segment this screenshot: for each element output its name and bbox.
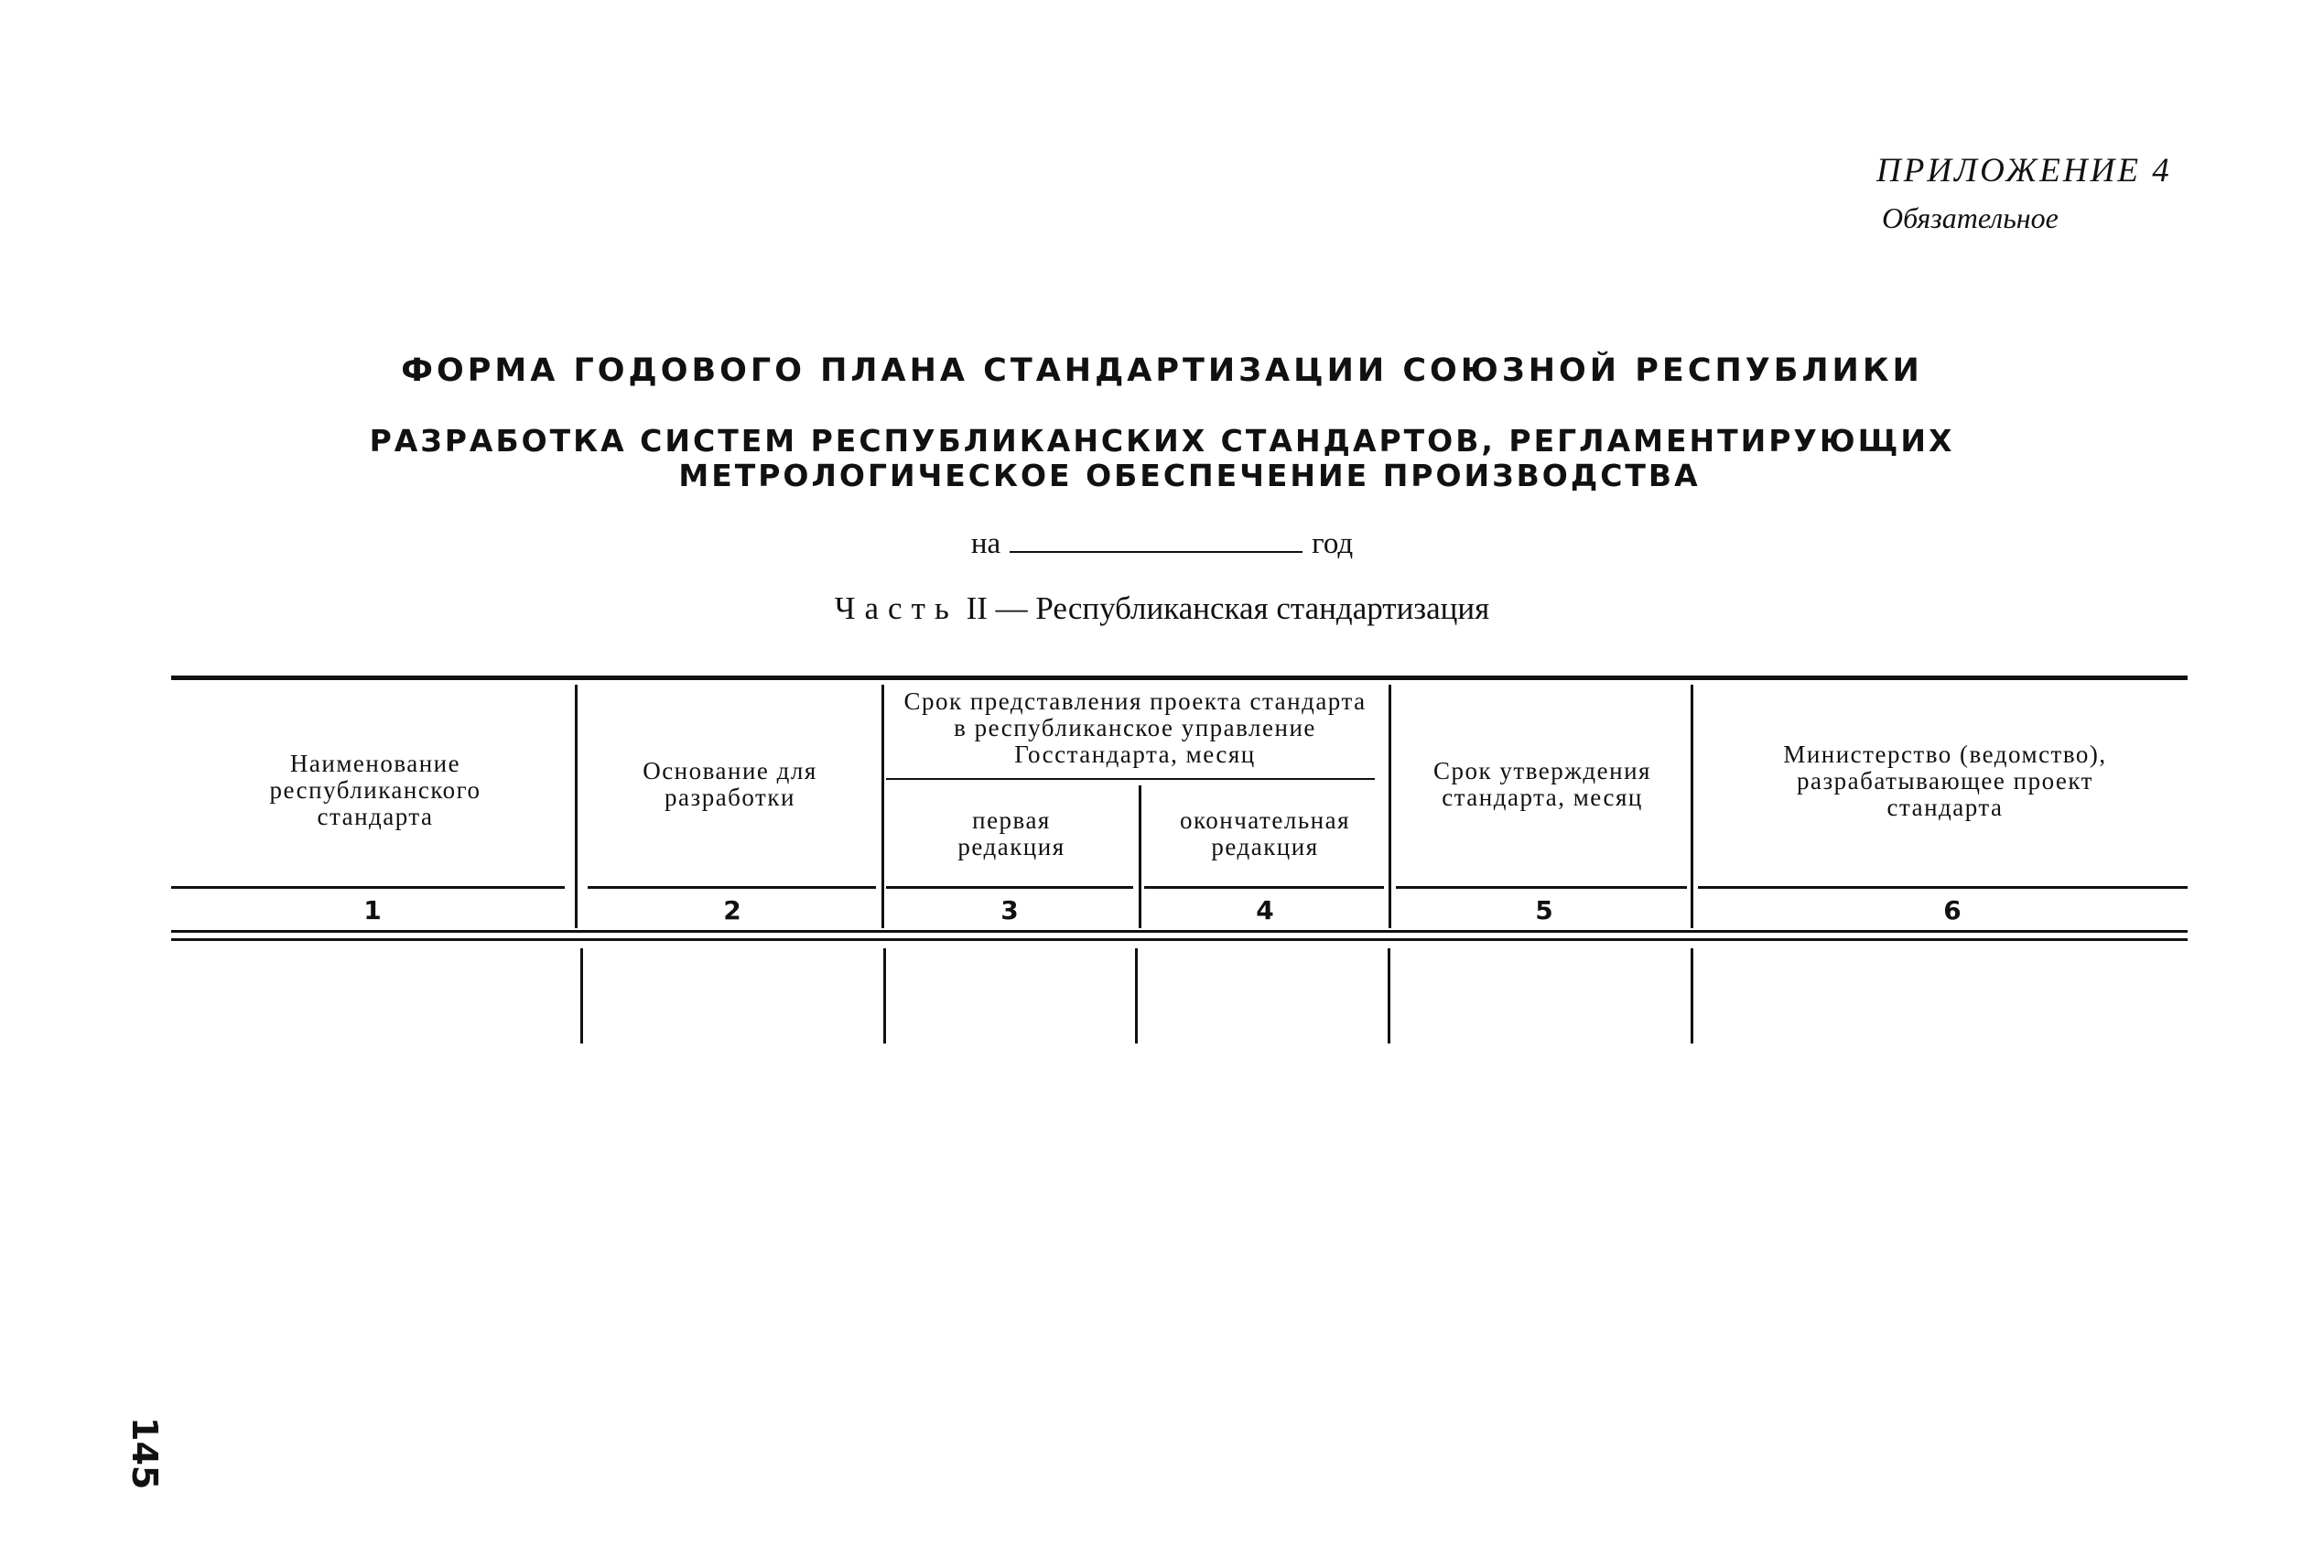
header-col3: первая редакция (957, 806, 1065, 860)
body-divider-4 (1388, 948, 1390, 1044)
form-title: ФОРМА ГОДОВОГО ПЛАНА СТАНДАРТИЗАЦИИ СОЮЗНОЙ РЕСПУБЛИКИ (401, 352, 1923, 389)
part-title: II — Республиканская стандартизация (966, 590, 1490, 626)
form-subtitle (0, 424, 2324, 493)
part-heading (0, 590, 2324, 627)
num-rule-4 (1144, 886, 1384, 889)
num-rule-5 (1396, 886, 1687, 889)
col-number-2: 2 (723, 895, 741, 925)
body-divider-1 (580, 948, 583, 1044)
form-subtitle-line1: РАЗРАБОТКА СИСТЕМ РЕСПУБЛИКАНСКИХ СТАНДАРТОВ, РЕГЛАМЕНТИРУЮЩИХ (369, 423, 1955, 459)
year-prefix: на (970, 527, 1001, 560)
body-divider-2 (883, 948, 886, 1044)
num-rule-2 (588, 886, 876, 889)
page-number: 145 (124, 1417, 165, 1490)
header-col1: Наименование республиканского стандарта (269, 750, 481, 830)
appendix-title: ПРИЛОЖЕНИЕ 4 (1876, 152, 2172, 189)
header-col5: Срок утверждения стандарта, месяц (1433, 757, 1651, 811)
double-rule-top (171, 930, 2188, 933)
col-number-5: 5 (1535, 895, 1553, 925)
num-rule-1 (171, 886, 565, 889)
header-divider-2 (881, 685, 884, 928)
year-suffix: год (1312, 527, 1354, 560)
header-col2: Основание для разработки (643, 757, 817, 811)
num-rule-6 (1698, 886, 2188, 889)
col-number-3: 3 (1000, 895, 1019, 925)
header-col6: Министерство (ведомство), разрабатывающее проект стандарта (1783, 741, 2107, 821)
header-divider-1 (575, 685, 578, 928)
body-divider-3 (1135, 948, 1138, 1044)
year-line (0, 524, 2324, 561)
num-rule-3 (886, 886, 1133, 889)
appendix-note: Обязательное (1882, 201, 2059, 234)
group-rule (886, 778, 1375, 780)
part-label: Часть (834, 590, 958, 626)
header-divider-3 (1139, 785, 1141, 928)
double-rule-bottom (171, 938, 2188, 941)
appendix-block (1876, 151, 2172, 235)
header-divider-4 (1389, 685, 1391, 928)
header-divider-5 (1691, 685, 1693, 928)
header-col4: окончательная редакция (1180, 806, 1350, 860)
body-divider-5 (1691, 948, 1693, 1044)
header-col34-group: Срок представления проекта стандарта в республиканское управление Госстандарта, месяц (903, 687, 1367, 768)
col-number-1: 1 (363, 895, 382, 925)
col-number-6: 6 (1943, 895, 1962, 925)
table-top-rule (171, 676, 2188, 680)
col-number-4: 4 (1256, 895, 1274, 925)
year-blank-field[interactable] (1010, 524, 1303, 553)
form-subtitle-line2: МЕТРОЛОГИЧЕСКОЕ ОБЕСПЕЧЕНИЕ ПРОИЗВОДСТВА (678, 458, 1701, 493)
